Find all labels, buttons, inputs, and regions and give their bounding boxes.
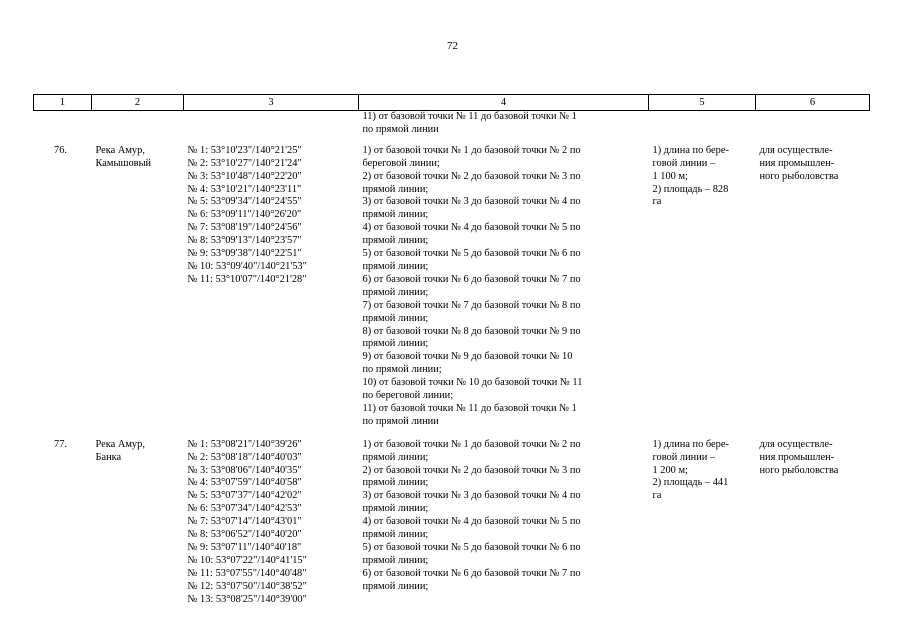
borders-cell (359, 439, 649, 617)
text-line: 5) от базовой точки № 5 до базовой точки № 6 по (362, 248, 581, 260)
text-line: 7) от базовой точки № 7 до базовой точки № 8 по (362, 299, 581, 311)
purpose-cell (756, 145, 870, 439)
text-line: 8) от базовой точки № 8 до базовой точки № 9 по (362, 325, 581, 337)
column-number-4: 4 (359, 95, 649, 111)
row-number: 77. (54, 438, 67, 450)
coordinate-line: № 7: 53°07'14"/140°43'01" (187, 516, 302, 528)
text-line: прямой линии; (362, 451, 429, 463)
table-row (34, 439, 870, 617)
area-name-cell (92, 145, 184, 439)
table-row (34, 145, 870, 439)
text-line: 1) длина по бере- (652, 144, 729, 156)
text-line: Камышовый (95, 157, 152, 169)
text-line: прямой линии; (362, 312, 429, 324)
text-line: говой линии – (652, 157, 716, 169)
coordinate-line: № 9: 53°09'38"/140°22'51" (187, 248, 302, 260)
text-line: 10) от базовой точки № 10 до базовой точки № 11 (362, 377, 583, 389)
text-line: прямой линии; (362, 580, 429, 592)
coordinate-line: № 8: 53°09'13"/140°23'57" (187, 235, 302, 247)
text-line: для осуществле- (759, 438, 833, 450)
row-number: 76. (54, 144, 67, 156)
text-line: прямой линии; (362, 529, 429, 541)
continuation-row (34, 111, 870, 145)
text-line: 11) от базовой точки № 11 до базовой точки № 1 (362, 402, 577, 414)
area-name-cell (92, 439, 184, 617)
text-line: 6) от базовой точки № 6 до базовой точки № 7 по (362, 567, 581, 579)
coordinate-line: № 3: 53°08'06"/140°40'35" (187, 464, 302, 476)
text-line: 1) длина по бере- (652, 438, 729, 450)
coordinate-line: № 9: 53°07'11"/140°40'18" (187, 542, 302, 553)
text-line: Река Амур, (95, 438, 145, 450)
text-line: 1) от базовой точки № 1 до базовой точки № 2 по (362, 144, 581, 156)
text-line: 4) от базовой точки № 4 до базовой точки № 5 по (362, 516, 581, 528)
column-number-2: 2 (92, 95, 184, 111)
purpose-cell (756, 439, 870, 617)
column-number-3: 3 (184, 95, 359, 111)
text-line: прямой линии; (362, 554, 429, 566)
text-line: 2) площадь – 828 (652, 183, 729, 195)
fishing-areas-table (33, 94, 870, 617)
coordinate-line: № 7: 53°08'19"/140°24'56" (187, 222, 302, 234)
text-line: по прямой линии (362, 415, 439, 427)
text-line: по прямой линии (362, 123, 439, 135)
column-number-1: 1 (34, 95, 92, 111)
coordinate-line: № 11: 53°07'55"/140°40'48" (187, 567, 307, 579)
coordinate-line: № 11: 53°10'07"/140°21'28" (187, 273, 307, 285)
text-line: ного рыболовства (759, 464, 839, 476)
text-line: прямой линии; (362, 235, 429, 247)
coordinate-line: № 5: 53°09'34"/140°24'55" (187, 196, 302, 208)
continuation-borders-cell (359, 111, 649, 145)
coordinate-line: № 6: 53°07'34"/140°42'53" (187, 503, 302, 515)
text-line: 5) от базовой точки № 5 до базовой точки № 6 по (362, 542, 581, 553)
coordinate-line: № 10: 53°07'22"/140°41'15" (187, 554, 307, 566)
text-line: прямой линии; (362, 183, 429, 195)
text-line: Банка (95, 451, 122, 463)
coordinate-line: № 2: 53°08'18"/140°40'03" (187, 451, 302, 463)
column-number-5: 5 (649, 95, 756, 111)
text-line: говой линии – (652, 451, 716, 463)
text-line: по прямой линии; (362, 364, 442, 376)
coordinate-line: № 6: 53°09'11"/140°26'20" (187, 209, 302, 221)
coordinate-line: № 4: 53°07'59"/140°40'58" (187, 477, 302, 489)
text-line: 11) от базовой точки № 11 до базовой точки № 1 (362, 111, 577, 122)
text-line: 2) от базовой точки № 2 до базовой точки № 3 по (362, 464, 581, 476)
borders-cell (359, 145, 649, 439)
text-line: прямой линии; (362, 503, 429, 515)
text-line: Река Амур, (95, 144, 145, 156)
text-line: по береговой линии; (362, 390, 454, 402)
text-line: для осуществле- (759, 144, 833, 156)
text-line: 3) от базовой точки № 3 до базовой точки № 4 по (362, 196, 581, 208)
page-number: 72 (447, 40, 458, 52)
text-line: га (652, 196, 662, 208)
text-line: 6) от базовой точки № 6 до базовой точки № 7 по (362, 273, 581, 285)
text-line: береговой линии; (362, 157, 440, 169)
coordinate-line: № 2: 53°10'27"/140°21'24" (187, 157, 302, 169)
column-number-row (34, 95, 870, 111)
text-line: 3) от базовой точки № 3 до базовой точки № 4 по (362, 490, 581, 502)
text-line: 1 200 м; (652, 464, 688, 476)
coordinate-line: № 8: 53°06'52"/140°40'20" (187, 529, 302, 541)
size-cell (649, 145, 756, 439)
coordinates-cell (184, 439, 359, 617)
text-line: ния промышлен- (759, 157, 835, 169)
coordinate-line: № 1: 53°08'21"/140°39'26" (187, 438, 302, 450)
text-line: 2) площадь – 441 (652, 477, 729, 489)
text-line: прямой линии; (362, 260, 429, 272)
text-line: 1 100 м; (652, 170, 688, 182)
text-line: га (652, 490, 662, 502)
coordinate-line: № 10: 53°09'40"/140°21'53" (187, 260, 307, 272)
text-line: прямой линии; (362, 477, 429, 489)
column-number-6: 6 (756, 95, 870, 111)
text-line: прямой линии; (362, 209, 429, 221)
coordinate-line: № 5: 53°07'37"/140°42'02" (187, 490, 302, 502)
text-line: 2) от базовой точки № 2 до базовой точки № 3 по (362, 170, 581, 182)
coordinate-line: № 1: 53°10'23"/140°21'25" (187, 144, 302, 156)
text-line: 4) от базовой точки № 4 до базовой точки № 5 по (362, 222, 581, 234)
coordinate-line: № 12: 53°07'50"/140°38'52" (187, 580, 307, 592)
coordinate-line: № 3: 53°10'48"/140°22'20" (187, 170, 302, 182)
text-line: 1) от базовой точки № 1 до базовой точки № 2 по (362, 438, 581, 450)
text-line: 9) от базовой точки № 9 до базовой точки № 10 (362, 351, 573, 363)
text-line: прямой линии; (362, 286, 429, 298)
coordinates-cell (184, 145, 359, 439)
text-line: прямой линии; (362, 338, 429, 350)
coordinate-line: № 13: 53°08'25"/140°39'00" (187, 593, 307, 605)
text-line: ния промышлен- (759, 451, 835, 463)
text-line: ного рыболовства (759, 170, 839, 182)
size-cell (649, 439, 756, 617)
coordinate-line: № 4: 53°10'21"/140°23'11" (187, 183, 302, 195)
